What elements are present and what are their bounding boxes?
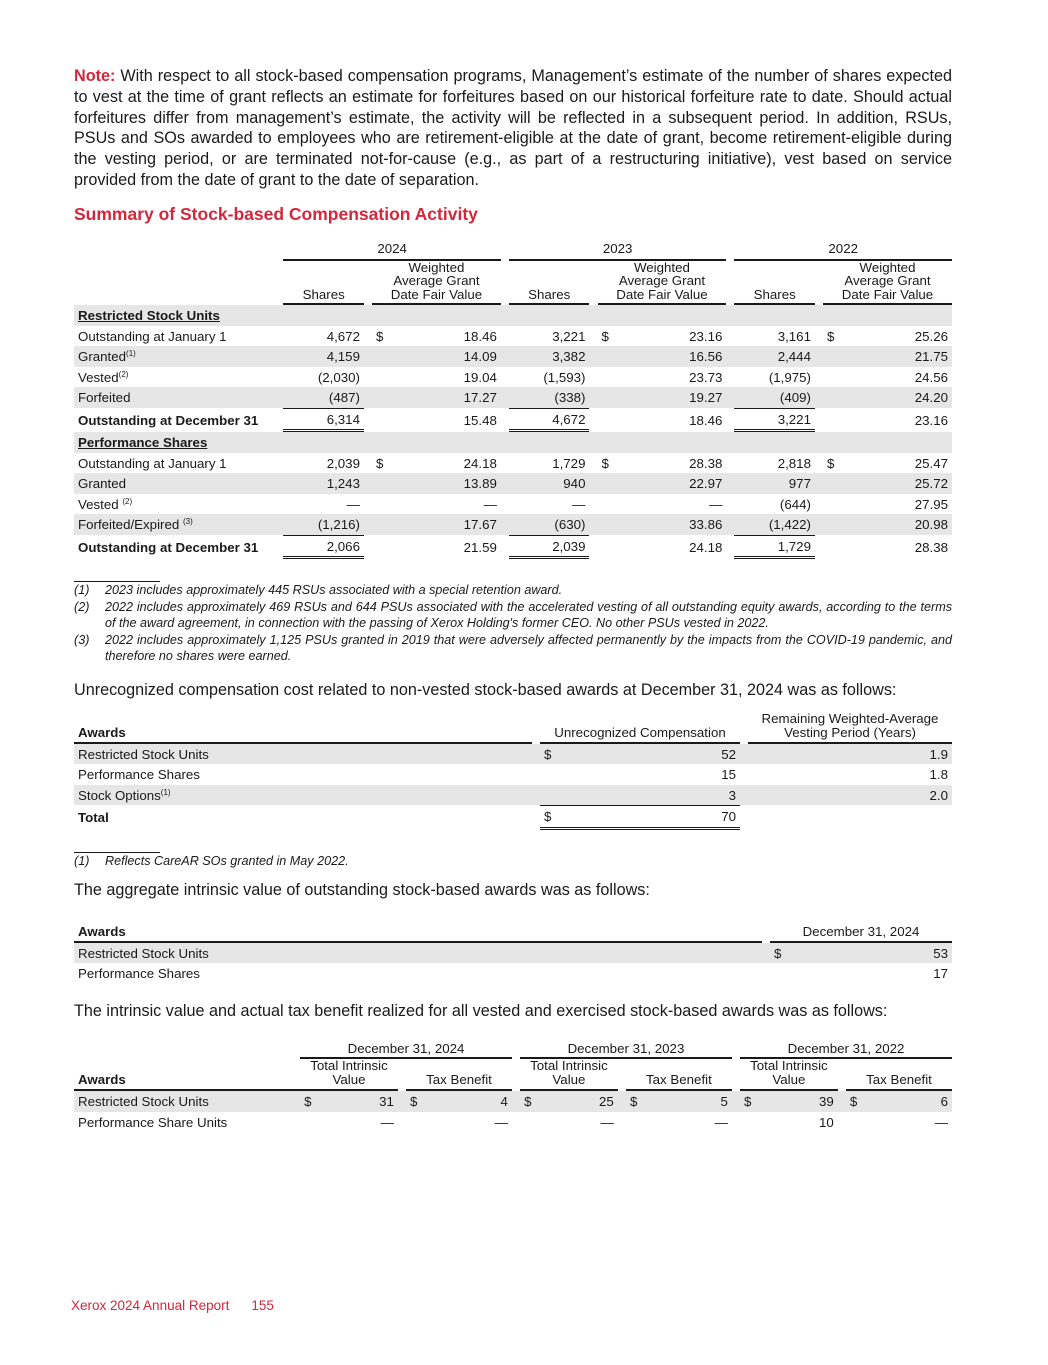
currency-symbol (598, 514, 616, 535)
report-name: Xerox 2024 Annual Report (71, 1298, 230, 1313)
shares-value: 3,161 (777, 328, 811, 344)
tax-intro: The intrinsic value and actual tax benefit realized for all vested and exercised stock-based awards was as follows: (74, 1001, 888, 1020)
shares-value: — (346, 496, 360, 512)
col-awards: Awards (74, 1059, 300, 1091)
currency-symbol (540, 785, 560, 806)
col-weighted-avg-fair-value: Weighted Average Grant Date Fair Value (598, 261, 727, 306)
table-row (74, 473, 952, 494)
currency-symbol (823, 387, 841, 408)
shares-value: — (572, 496, 586, 512)
unrecognized-comp-value: 15 (721, 767, 736, 783)
table-row (74, 367, 952, 388)
footnote: (1) 2023 includes approximately 445 RSUs associated with a special retention award. (74, 583, 563, 598)
currency-symbol (372, 494, 390, 515)
currency-symbol (598, 473, 616, 494)
shares-value: 3,221 (552, 328, 586, 344)
unrecognized-comp-value: 52 (560, 744, 740, 765)
row-label: Forfeited (74, 387, 283, 408)
unrecognized-table (74, 712, 952, 830)
section-heading: Restricted Stock Units (74, 305, 952, 326)
currency-symbol: $ (376, 328, 384, 344)
fair-value: 23.16 (689, 328, 723, 344)
currency-symbol (598, 367, 616, 388)
intrinsic-value: 31 (320, 1091, 397, 1112)
intrinsic-value: 39 (760, 1091, 837, 1112)
fair-value: 23.73 (689, 369, 723, 385)
fair-value: 27.95 (914, 496, 948, 512)
shares-value: 6,314 (283, 408, 364, 433)
fair-value: 21.59 (463, 539, 497, 555)
row-label: Restricted Stock Units (74, 943, 762, 964)
currency-symbol (372, 346, 390, 367)
shares-value: 977 (734, 473, 815, 494)
currency-symbol: $ (520, 1091, 540, 1112)
col-shares: Shares (734, 261, 815, 306)
table-row (74, 453, 952, 474)
fair-value: 25.26 (914, 328, 948, 344)
row-label: Restricted Stock Units (74, 1091, 300, 1112)
footnote: (2) 2022 includes approximately 469 RSUs and 644 PSUs associated with the accelerated vesting of all outstanding equity awards, according to the terms of the award agreement, in connection with the passing of Xerox Holding's former CEO. No other PSUs vested in 2022. (74, 599, 952, 631)
period-header: December 31, 2024 (300, 1039, 512, 1060)
col-total-intrinsic-value: Total Intrinsic Value (300, 1059, 398, 1091)
table-row (74, 387, 952, 408)
year-header: 2024 (283, 240, 500, 261)
shares-value: (409) (734, 387, 815, 408)
fair-value: 18.46 (689, 412, 723, 428)
col-tax-benefit: Tax Benefit (626, 1059, 732, 1091)
currency-symbol (372, 408, 390, 433)
col-awards: Awards (74, 918, 762, 943)
note-text: With respect to all stock-based compensation programs, Management’s estimate of the number of shares expected to vest at the time of grant reflects an estimate for forfeitures based on our historical forfeiture rate to date. Should actual forfeitures differ from management’s estimate, the activity will be reflected in a subsequent period. In addition, RSUs, PSUs and SOs awarded to employees who are retirement-eligible at the date of grant, become retirement-eligible during the vesting period, or are terminated not-for-cause (e.g., as part of a restructuring initiative), vest based on service provided from the date of grant to the date of separation. (74, 67, 952, 189)
fair-value: 24.18 (689, 539, 723, 555)
table-row (74, 514, 952, 535)
note-paragraph (74, 66, 952, 191)
currency-symbol (823, 473, 841, 494)
currency-symbol (598, 535, 616, 560)
page-number: 155 (251, 1298, 274, 1313)
currency-symbol (598, 387, 616, 408)
currency-symbol: $ (540, 744, 560, 765)
row-label: Outstanding at January 1 (78, 455, 227, 471)
column-header-row (74, 261, 952, 306)
row-label: Performance Shares (78, 767, 200, 783)
col-total-intrinsic-value: Total Intrinsic Value (520, 1059, 618, 1091)
currency-symbol (823, 494, 841, 515)
year-header-row (74, 240, 952, 261)
table-row (74, 943, 952, 964)
col-total-intrinsic-value: Total Intrinsic Value (740, 1059, 838, 1091)
currency-symbol: $ (846, 1091, 866, 1112)
currency-symbol (740, 1112, 760, 1133)
currency-symbol: $ (540, 805, 560, 830)
row-label: Vested $^{(2)}$ (78, 496, 133, 512)
currency-symbol (846, 1112, 866, 1133)
currency-symbol (372, 387, 390, 408)
row-label: Outstanding at December 31 (78, 539, 259, 555)
row-label: Restricted Stock Units (74, 744, 532, 765)
shares-value: (1,975) (768, 369, 811, 385)
currency-symbol (823, 535, 841, 560)
shares-value: (1,422) (734, 514, 815, 535)
currency-symbol (372, 367, 390, 388)
shares-value: 2,039 (509, 535, 590, 560)
shares-value: (644) (779, 496, 811, 512)
shares-value: (1,216) (283, 514, 364, 535)
currency-symbol: $ (601, 455, 609, 471)
currency-symbol: $ (300, 1091, 320, 1112)
table-row (74, 346, 952, 367)
fair-value: — (709, 496, 723, 512)
row-label: Performance Share Units (78, 1114, 228, 1130)
activity-table (74, 240, 952, 560)
currency-symbol (372, 473, 390, 494)
intrinsic-value: — (600, 1114, 614, 1130)
fair-value: 25.72 (841, 473, 952, 494)
fair-value: 24.20 (841, 387, 952, 408)
total-row (74, 408, 952, 433)
fair-value: 20.98 (841, 514, 952, 535)
tax-benefit-value: — (714, 1114, 728, 1130)
currency-symbol (372, 535, 390, 560)
currency-symbol (626, 1112, 646, 1133)
vesting-period-value: 1.9 (748, 744, 952, 765)
unrecognized-footnote: (1) Reflects CareAR SOs granted in May 2022. (74, 853, 349, 868)
fair-value: 19.04 (463, 369, 497, 385)
row-label: Outstanding at December 31 (78, 412, 259, 428)
fair-value: 23.16 (914, 412, 948, 428)
col-vesting-period: Remaining Weighted-Average Vesting Period (Years) (748, 712, 952, 744)
shares-value: (630) (509, 514, 590, 535)
shares-value: 3,221 (734, 408, 815, 433)
fair-value: 16.56 (616, 346, 727, 367)
tax-benefit-table (74, 1039, 952, 1133)
shares-value: (1,593) (543, 369, 586, 385)
table-row (74, 1112, 952, 1133)
col-unrecognized-comp: Unrecognized Compensation (540, 712, 740, 744)
shares-value: 1,243 (283, 473, 364, 494)
col-tax-benefit: Tax Benefit (406, 1059, 512, 1091)
fair-value: 33.86 (616, 514, 727, 535)
row-label: Granted (74, 473, 283, 494)
shares-value: 2,818 (777, 455, 811, 471)
intrinsic-value: 10 (818, 1114, 834, 1130)
shares-value: 3,382 (509, 346, 590, 367)
shares-value: 4,672 (326, 328, 360, 344)
currency-symbol (823, 367, 841, 388)
section-heading: Performance Shares (74, 432, 952, 453)
currency-symbol (520, 1112, 540, 1133)
shares-value: 4,672 (509, 408, 590, 433)
row-label: Granted$^{(1)}$ (74, 346, 283, 367)
shares-value: 4,159 (283, 346, 364, 367)
currency-symbol (372, 514, 390, 535)
row-label: Performance Shares (78, 966, 200, 982)
currency-symbol: $ (406, 1091, 426, 1112)
shares-value: 2,444 (734, 346, 815, 367)
section-heading-row (74, 305, 952, 326)
tax-benefit-value: 5 (646, 1091, 732, 1112)
row-label: Outstanding at January 1 (78, 328, 227, 344)
table-row (74, 963, 952, 984)
fair-value: 21.75 (841, 346, 952, 367)
currency-symbol: $ (770, 943, 790, 964)
intrinsic-value: 53 (790, 943, 952, 964)
tax-benefit-value: 4 (426, 1091, 512, 1112)
row-label: Forfeited/Expired $^{(3)}$ (74, 514, 283, 535)
page-footer (71, 1298, 274, 1313)
fair-value: 24.18 (463, 455, 497, 471)
currency-symbol (823, 346, 841, 367)
currency-symbol (598, 408, 616, 433)
intrinsic-table (74, 918, 952, 984)
shares-value: 2,066 (283, 535, 364, 560)
tax-benefit-value: 6 (866, 1091, 952, 1112)
fair-value: 22.97 (616, 473, 727, 494)
table-row (74, 785, 952, 806)
shares-value: (338) (509, 387, 590, 408)
section-title: Summary of Stock-based Compensation Activity (74, 203, 478, 224)
shares-value: 1,729 (552, 455, 586, 471)
intrinsic-value: 17 (933, 966, 948, 982)
shares-value: (487) (283, 387, 364, 408)
currency-symbol: $ (740, 1091, 760, 1112)
section-heading-row (74, 432, 952, 453)
total-row (74, 805, 952, 830)
period-header: December 31, 2022 (740, 1039, 952, 1060)
vesting-period-value: 2.0 (748, 785, 952, 806)
table-row (74, 326, 952, 347)
shares-value: (2,030) (317, 369, 360, 385)
currency-symbol (300, 1112, 320, 1133)
currency-symbol: $ (827, 455, 835, 471)
year-header: 2022 (734, 240, 952, 261)
row-label: Stock Options$^{(1)}$ (74, 785, 532, 806)
table-row (74, 744, 952, 765)
col-weighted-avg-fair-value: Weighted Average Grant Date Fair Value (823, 261, 952, 306)
fair-value: 25.47 (914, 455, 948, 471)
note-lead: Note: (74, 67, 116, 85)
currency-symbol: $ (376, 455, 384, 471)
col-tax-benefit: Tax Benefit (846, 1059, 952, 1091)
footnote: (3) 2022 includes approximately 1,125 PSUs granted in 2019 that were adversely affected permanently by the impacts from the COVID-19 pandemic, and therefore no shares were earned. (74, 632, 952, 664)
col-date: December 31, 2024 (770, 918, 952, 943)
currency-symbol (823, 514, 841, 535)
currency-symbol (406, 1112, 426, 1133)
vesting-period-value: 1.8 (929, 767, 948, 783)
intrinsic-value: — (380, 1114, 394, 1130)
unrecognized-intro: Unrecognized compensation cost related to non-vested stock-based awards at December 31, 2024 was as follows: (74, 680, 897, 699)
fair-value: 18.46 (463, 328, 497, 344)
unrecognized-comp-value: 3 (560, 785, 740, 806)
currency-symbol: $ (827, 328, 835, 344)
col-weighted-avg-fair-value: Weighted Average Grant Date Fair Value (372, 261, 501, 306)
shares-value: 940 (509, 473, 590, 494)
fair-value: 17.67 (390, 514, 501, 535)
currency-symbol (598, 494, 616, 515)
fair-value: 19.27 (616, 387, 727, 408)
intrinsic-intro: The aggregate intrinsic value of outstanding stock-based awards was as follows: (74, 881, 650, 900)
table-row (74, 764, 952, 785)
total-value: 70 (560, 805, 740, 830)
fair-value: 17.27 (390, 387, 501, 408)
col-awards: Awards (74, 712, 532, 744)
fair-value: 13.89 (390, 473, 501, 494)
currency-symbol (540, 764, 560, 785)
year-header: 2023 (509, 240, 726, 261)
fair-value: 28.38 (689, 455, 723, 471)
col-shares: Shares (509, 261, 590, 306)
tax-benefit-value: — (494, 1114, 508, 1130)
col-shares: Shares (283, 261, 364, 306)
fair-value: 15.48 (463, 412, 497, 428)
table-row (74, 1091, 952, 1112)
document-page (74, 66, 952, 1132)
fair-value: 24.56 (914, 369, 948, 385)
shares-value: 2,039 (326, 455, 360, 471)
row-label: Total (78, 810, 109, 826)
shares-value: 1,729 (734, 535, 815, 560)
table-row (74, 494, 952, 515)
fair-value: 28.38 (914, 539, 948, 555)
currency-symbol: $ (601, 328, 609, 344)
currency-symbol (823, 408, 841, 433)
total-row (74, 535, 952, 560)
fair-value: — (483, 496, 497, 512)
currency-symbol (598, 346, 616, 367)
activity-footnotes (74, 582, 952, 665)
currency-symbol (770, 963, 790, 984)
period-header: December 31, 2023 (520, 1039, 732, 1060)
intrinsic-value: 25 (540, 1091, 617, 1112)
tax-benefit-value: — (934, 1114, 948, 1130)
row-label: Vested$^{(2)}$ (78, 369, 129, 385)
fair-value: 14.09 (390, 346, 501, 367)
currency-symbol: $ (626, 1091, 646, 1112)
